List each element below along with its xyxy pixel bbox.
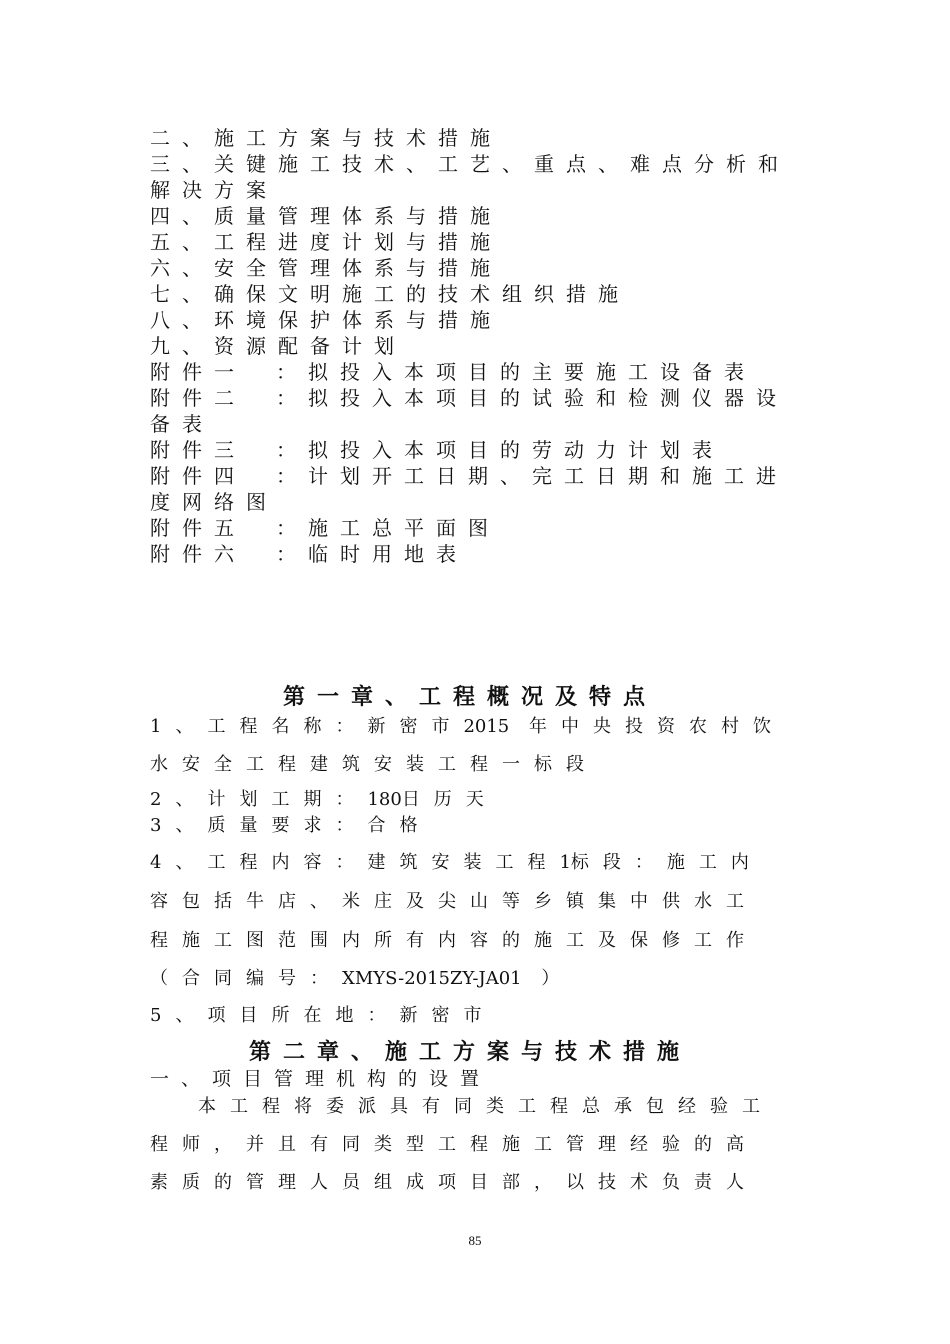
paragraph-line3: 素质的管理人员组成项目部，以技术负责人 <box>150 1172 758 1193</box>
contract-number-line: （合同编号：XMYS-2015ZY-JA01 ） <box>150 968 574 989</box>
appendix-text: 计划开工日期、完工日期和施工进度网络图 <box>150 464 788 514</box>
quality-line: 3、质量要求：合格 <box>150 815 432 836</box>
appendix-label: 附件三 <box>150 438 246 462</box>
appendix-colon: ： <box>276 542 308 566</box>
chapter2-title: 第二章、施工方案与技术措施 <box>248 1039 691 1065</box>
appendix-label: 附件一 <box>150 360 246 384</box>
toc-appendix <box>150 385 790 437</box>
toc-appendix <box>150 437 790 463</box>
appendix-label: 附件六 <box>150 542 246 566</box>
content-line1: 4、工程内容：建筑安装工程1标段：施工内 <box>150 852 763 873</box>
project-name-line2: 水安全工程建筑安装工程一标段 <box>150 754 598 775</box>
appendix-colon: ： <box>276 516 308 540</box>
toc-appendix <box>150 541 790 567</box>
toc-item: 七、确保文明施工的技术组织措施 <box>150 282 630 306</box>
content-line2: 容包括牛店、米庄及尖山等乡镇集中供水工 <box>150 891 758 912</box>
toc-appendix <box>150 359 790 385</box>
page-number: 85 <box>468 1233 482 1248</box>
appendix-text: 拟投入本项目的主要施工设备表 <box>308 360 756 384</box>
appendix-colon: ： <box>276 386 308 410</box>
toc-item: 九、资源配备计划 <box>150 334 406 358</box>
appendix-text: 施工总平面图 <box>308 516 500 540</box>
toc-item: 二、施工方案与技术措施 <box>150 126 502 150</box>
appendix-label: 附件五 <box>150 516 246 540</box>
duration-line: 2、计划工期：180日历天 <box>150 789 498 810</box>
content-line3: 程施工图范围内所有内容的施工及保修工作 <box>150 930 758 951</box>
appendix-text: 拟投入本项目的劳动力计划表 <box>308 438 724 462</box>
appendix-text: 临时用地表 <box>308 542 468 566</box>
toc-appendix <box>150 515 790 541</box>
appendix-label: 附件四 <box>150 464 246 488</box>
appendix-text: 拟投入本项目的试验和检测仪器设备表 <box>150 386 788 436</box>
appendix-label: 附件二 <box>150 386 246 410</box>
project-name-line1: 1、工程名称：新密市2015 年中央投资农村饮 <box>150 716 785 737</box>
toc-appendix <box>150 463 790 515</box>
chapter1-title: 第一章、工程概况及特点 <box>282 684 657 710</box>
toc-item: 八、环境保护体系与措施 <box>150 308 502 332</box>
toc-item: 五、工程进度计划与措施 <box>150 230 502 254</box>
paragraph-line1: 本工程将委派具有同类工程总承包经验工 <box>198 1096 774 1117</box>
appendix-colon: ： <box>276 438 308 462</box>
location-line: 5、项目所在地：新密市 <box>150 1005 496 1026</box>
table-of-contents <box>150 125 790 567</box>
toc-item: 六、安全管理体系与措施 <box>150 256 502 280</box>
toc-item: 三、关键施工技术、工艺、重点、难点分析和解决方案 <box>150 152 790 202</box>
toc-item: 四、质量管理体系与措施 <box>150 204 502 228</box>
paragraph-line2: 程师，并且有同类型工程施工管理经验的高 <box>150 1134 758 1155</box>
appendix-colon: ： <box>276 464 308 488</box>
section-heading: 一、项目管理机构的设置 <box>150 1068 492 1090</box>
appendix-colon: ： <box>276 360 308 384</box>
